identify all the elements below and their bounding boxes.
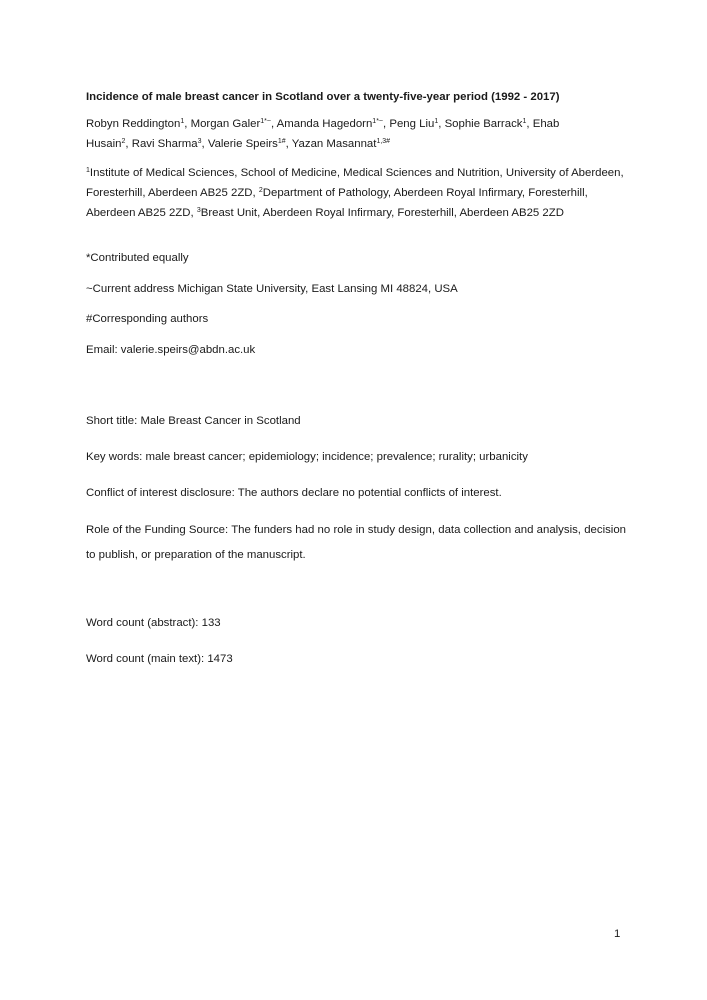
affiliation-marker: 2	[258, 187, 263, 194]
author-separator: ,	[270, 118, 277, 130]
author-separator: ,	[184, 118, 191, 130]
author-name: Amanda Hagedorn	[276, 118, 373, 130]
author-affiliation-marker: 1*~	[260, 118, 271, 125]
author-separator: ,	[383, 118, 390, 130]
author-name: Yazan Masannat	[291, 138, 377, 150]
word-count-abstract: Word count (abstract): 133	[86, 617, 221, 629]
paper-title: Incidence of male breast cancer in Scotland over a twenty-five-year period (1992 - 2017)	[86, 91, 560, 103]
author-affiliation-marker: 2	[121, 138, 126, 145]
author-name: Valerie Speirs	[207, 138, 278, 150]
conflict-disclosure: Conflict of interest disclosure: The authors declare no potential conflicts of interest.	[86, 487, 502, 499]
contributed-note: *Contributed equally	[86, 252, 189, 264]
author-list	[86, 114, 586, 154]
page-number: 1	[614, 928, 621, 940]
author-affiliation-marker: 1#	[277, 138, 286, 145]
author-name: Ravi Sharma	[131, 138, 198, 150]
author-separator: ,	[285, 138, 292, 150]
author-separator: ,	[438, 118, 445, 130]
affiliation-text: Institute of Medical Sciences, School of Medicine, Medical Sciences and Nutrition, University of Aberdeen, Foresterhill, Aberdeen AB25 2ZD,	[86, 167, 624, 199]
author-affiliation-marker: 1	[434, 118, 439, 125]
affiliation-marker: 3	[196, 207, 201, 214]
author-name: Sophie Barrack	[444, 118, 523, 130]
corresponding-note: #Corresponding authors	[86, 313, 209, 325]
author-separator: ,	[201, 138, 208, 150]
author-affiliation-marker: 1,3#	[376, 138, 391, 145]
author-separator: ,	[125, 138, 132, 150]
email-line: Email: valerie.speirs@abdn.ac.uk	[86, 344, 256, 356]
author-affiliation-marker: 1	[180, 118, 185, 125]
author-name: Robyn Reddington	[86, 118, 181, 130]
author-affiliation-marker: 1	[522, 118, 527, 125]
affiliation-text: Breast Unit, Aberdeen Royal Infirmary, Foresterhill, Aberdeen AB25 2ZD	[200, 207, 564, 219]
affiliation-text: Department of Pathology, Aberdeen Royal Infirmary, Foresterhill, Aberdeen AB25 2ZD,	[86, 187, 588, 219]
author-name: Morgan Galer	[190, 118, 261, 130]
author-name: Ehab Husain	[86, 118, 560, 150]
author-name: Peng Liu	[389, 118, 435, 130]
short-title: Short title: Male Breast Cancer in Scotland	[86, 415, 301, 427]
author-affiliation-marker: 3	[197, 138, 202, 145]
affiliation-marker: 1	[86, 167, 90, 174]
affiliation-list	[86, 163, 626, 223]
author-affiliation-marker: 1*~	[372, 118, 384, 125]
funding-statement: Role of the Funding Source: The funders had no role in study design, data collection and analysis, decision to publish, or preparation of the manuscript.	[86, 524, 626, 561]
word-count-main: Word count (main text): 1473	[86, 653, 233, 665]
keywords: Key words: male breast cancer; epidemiology; incidence; prevalence; rurality; urbanicity	[86, 451, 528, 463]
author-separator: ,	[526, 118, 533, 130]
current-address-note: ~Current address Michigan State University, East Lansing MI 48824, USA	[86, 283, 458, 295]
